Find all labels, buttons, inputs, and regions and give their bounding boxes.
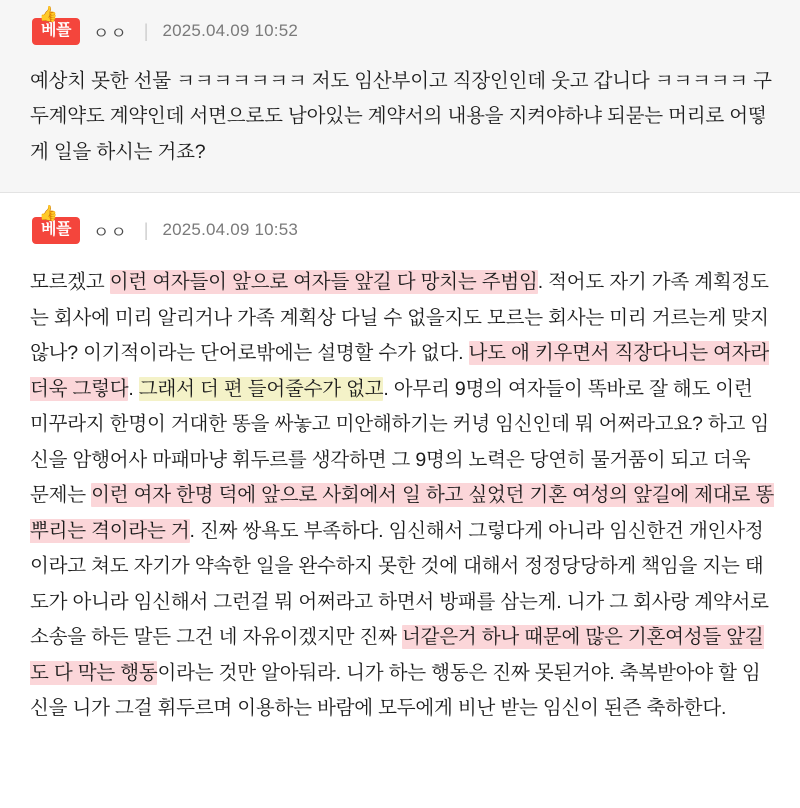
thumbs-up-icon: 👍 (39, 204, 58, 222)
comment-text: 모르겠고 (30, 271, 110, 294)
comment-author[interactable]: ㅇㅇ (92, 23, 128, 43)
comment-text: 이라는 것만 알아둬라. 니가 하는 행동은 진짜 못된거야. 축복받아야 할 임신을 니가 그걸 휘두르며 이용하는 바람에 모두에게 비난 받는 임신이 된즌 축하한다. (30, 661, 761, 720)
comment-author[interactable]: ㅇㅇ (92, 222, 128, 242)
comment-timestamp: 2025.04.09 10:53 (162, 220, 299, 240)
best-comment-badge-label: 베플 (41, 21, 71, 39)
highlighted-text: 이런 여자 한명 덕에 앞으로 사회에서 일 하고 싶었던 기혼 여성의 앞길에 제대로 똥뿌리는 격이라는 거 (30, 484, 774, 542)
comment-text: . 적어도 자기 가족 계획정도는 회사에 미리 알리거나 가족 계획상 다닐 수 없을지도 모르는 회사는 미리 거르는게 맞지 않나? 이기적이라는 단어로밖에는 설명할 수가 없다. (30, 271, 769, 365)
meta-divider: | (143, 21, 149, 41)
comment-text: . 진짜 쌍욕도 부족하다. 임신해서 그렇다게 아니라 임신한건 개인사정이라고 쳐도 자기가 약속한 일을 완수하지 못한 것에 대해서 정정당당하게 책임을 지는 태도가 아니라 임신해서 그런걸 뭐 어쩌라고 하면서 방패를 삼는게. 니가 그 회사랑 계약서로 소송을 하든 말든 그건 네 자유이겠지만 진짜 (30, 519, 769, 649)
comment-text: . (128, 377, 139, 400)
best-comment-badge (32, 5, 80, 45)
comment-body (0, 265, 800, 726)
thumbs-up-icon: 👍 (39, 5, 58, 23)
comment-timestamp: 2025.04.09 10:52 (162, 21, 299, 40)
comment-text: . 아무리 9명의 여자들이 똑바로 잘 해도 이런 미꾸라지 한명이 거대한 똥을 싸놓고 미안해하기는 커녕 임신인데 뭐 어쩌라고요? 하고 임신을 암행어사 마패마냥 휘두르를 생각하면 그 9명의 노력은 당연히 물거품이 되고 더욱 문제는 (30, 377, 769, 507)
best-comment-badge (32, 204, 80, 244)
comment-body (0, 64, 800, 170)
comment-item (0, 0, 800, 192)
comment-text: 예상치 못한 선물 ㅋㅋㅋㅋㅋㅋㅋ 저도 임산부이고 직장인인데 웃고 갑니다 ㅋㅋㅋㅋㅋ 구두계약도 계약인데 서면으로도 남아있는 계약서의 내용을 지켜야하냐 되묻는 머리로 어떻게 일을 하시는 거죠? (30, 70, 772, 163)
highlighted-text: 그래서 더 편 들어줄수가 없고 (138, 377, 384, 400)
comment-item (0, 193, 800, 736)
best-comment-badge-label: 베플 (41, 220, 71, 238)
comment-meta-row (0, 204, 800, 247)
comment-meta-row (0, 5, 800, 48)
highlighted-text: 나도 애 키우면서 직장다니는 여자라 더욱 그렇다 (30, 342, 769, 400)
meta-divider: | (143, 220, 149, 241)
highlighted-text: 이런 여자들이 앞으로 여자들 앞길 다 망치는 주범임 (109, 271, 538, 294)
highlighted-text: 너같은거 하나 때문에 많은 기혼여성들 앞길도 다 막는 행동 (30, 626, 764, 684)
